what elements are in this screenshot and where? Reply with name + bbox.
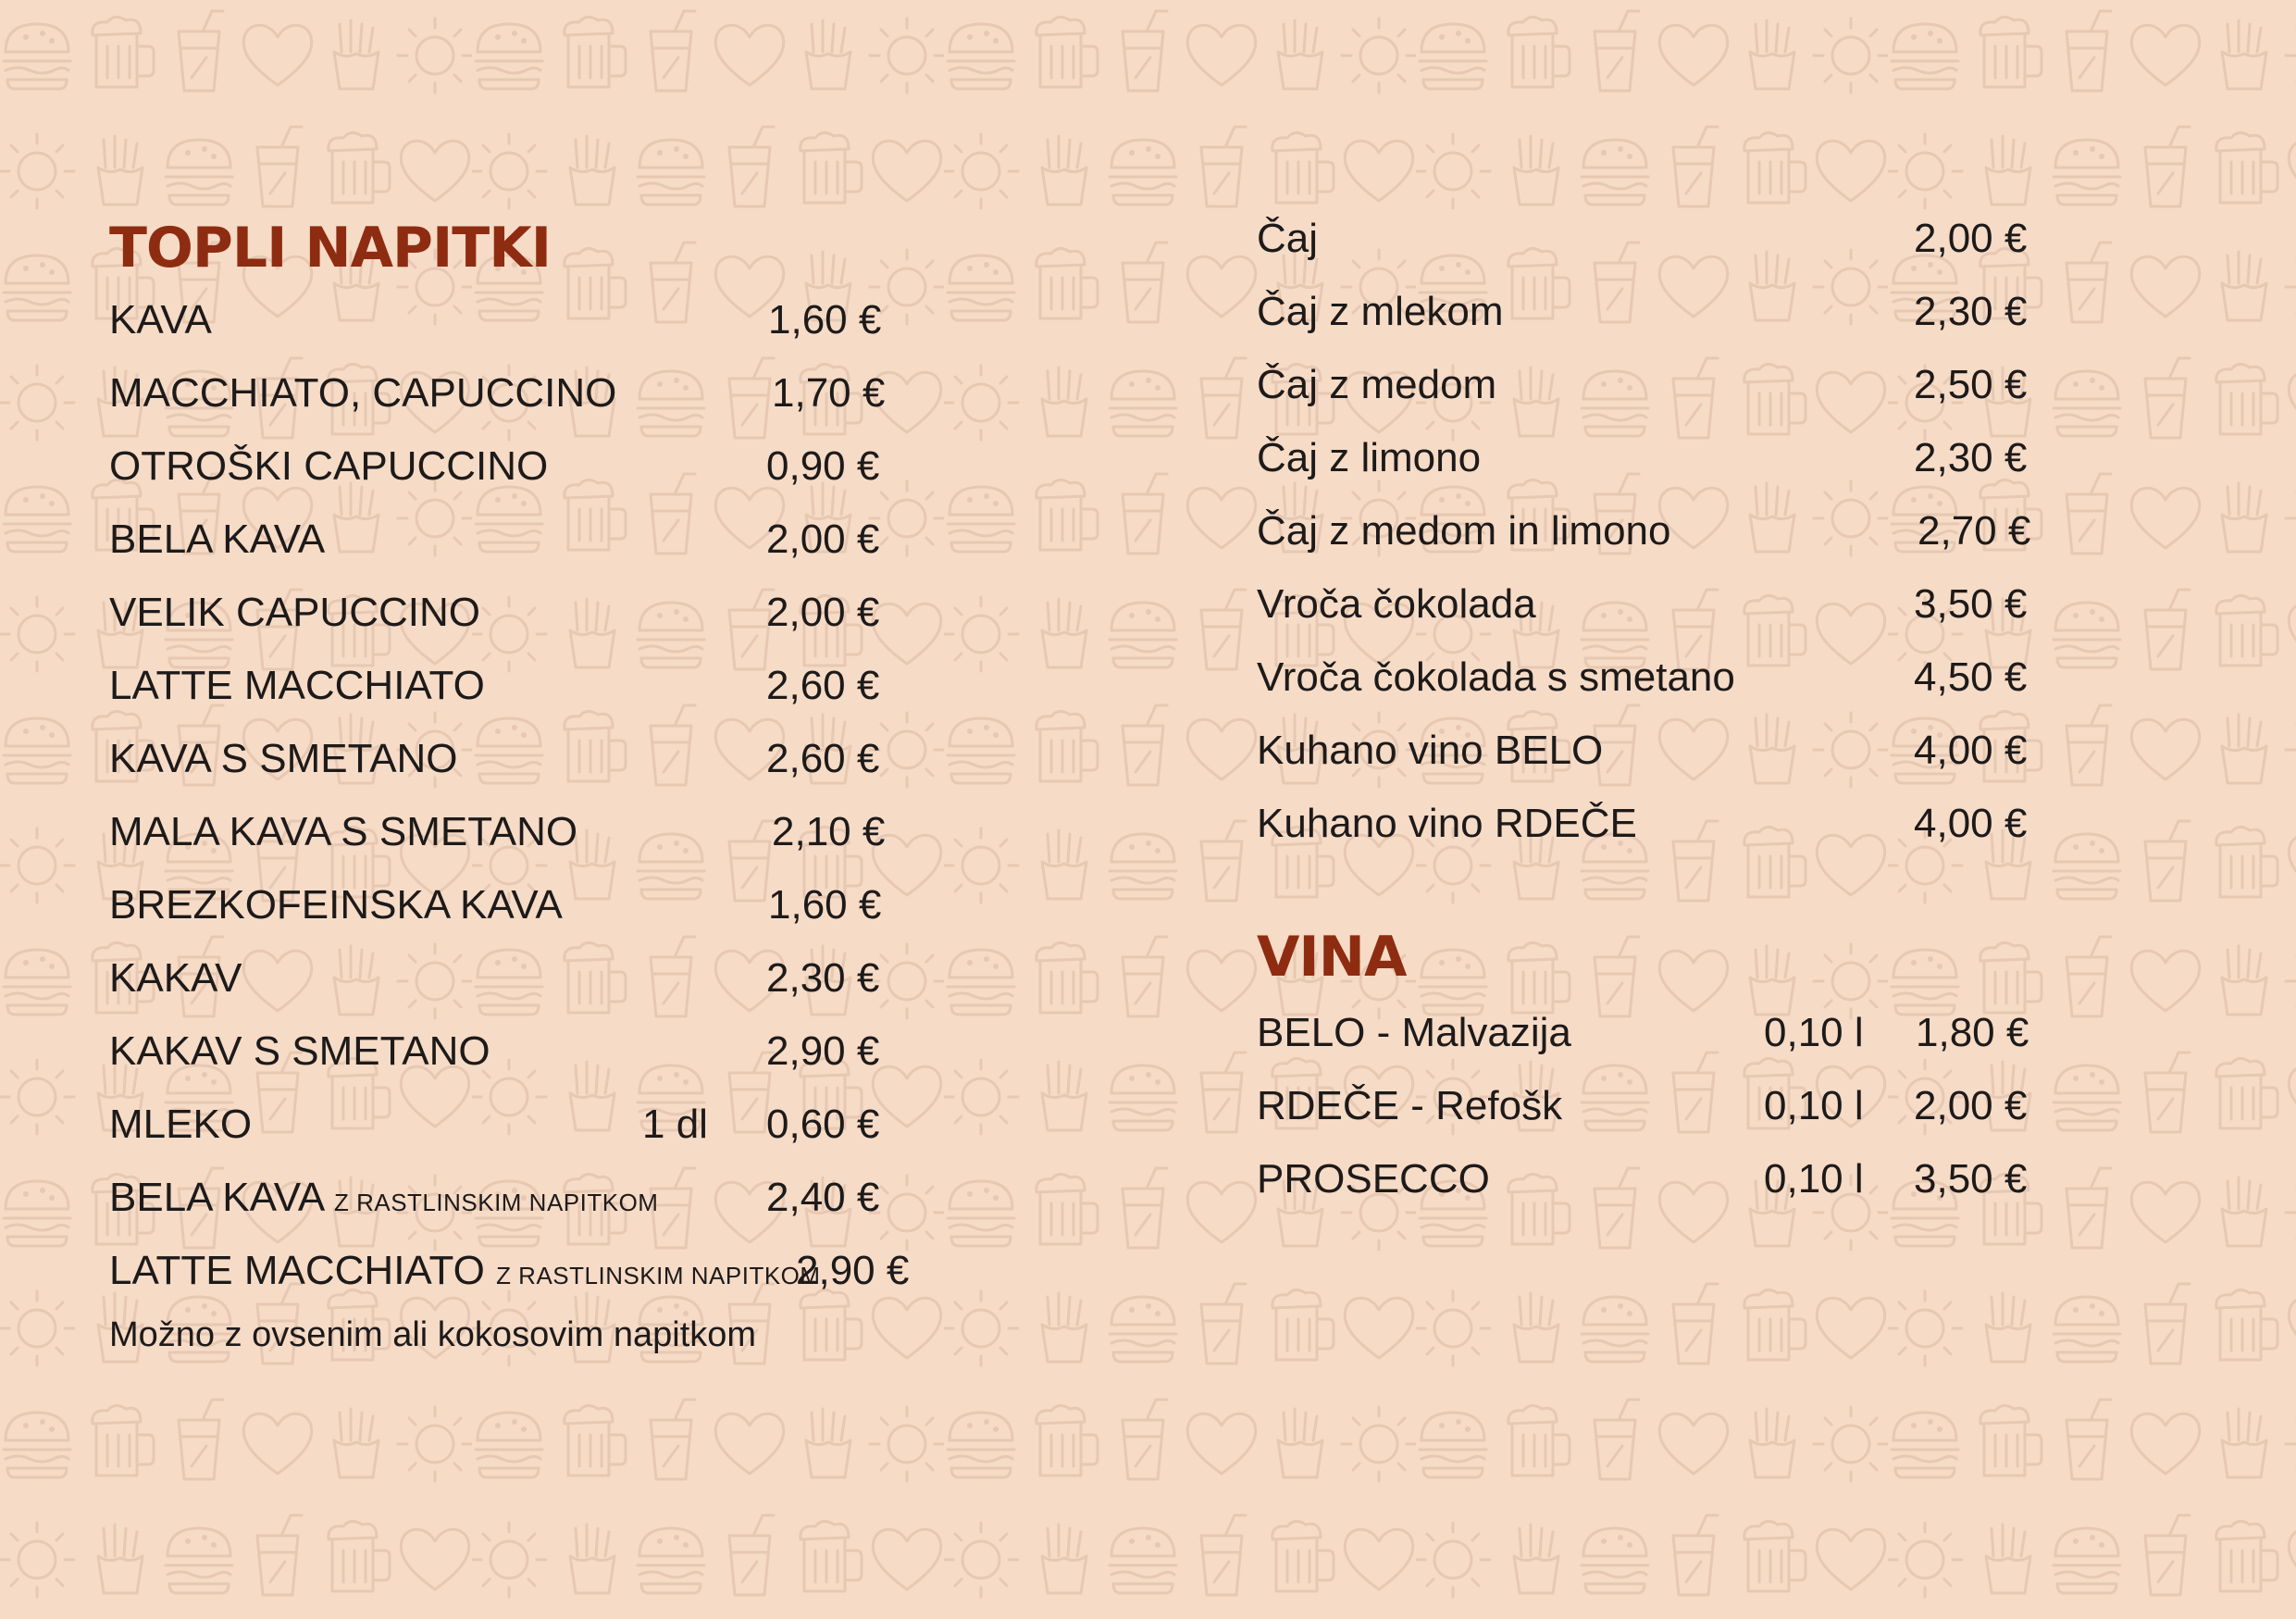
- section-title-hot-drinks: TOPLI NAPITKI: [109, 216, 552, 280]
- menu-item-name: Vroča čokolada s smetano: [1257, 654, 1735, 700]
- menu-item-name-group: [109, 1248, 821, 1293]
- menu-item-price: 2,00 €: [766, 517, 880, 562]
- menu-item-price: 2,40 €: [766, 1175, 880, 1220]
- menu-item-name: MACCHIATO, CAPUCCINO: [109, 370, 617, 416]
- menu-item-price: 2,30 €: [1914, 289, 2028, 334]
- menu-item-price: 2,60 €: [766, 663, 880, 708]
- menu-item-price: 2,70 €: [1917, 508, 2031, 554]
- menu-item-price: 2,90 €: [796, 1248, 910, 1293]
- menu-item-quantity: 0,10 l: [1764, 1083, 1864, 1128]
- menu-item-price: 4,00 €: [1914, 801, 2028, 846]
- menu-item-name: BELO - Malvazija: [1257, 1010, 1571, 1055]
- menu-item-price: 0,90 €: [766, 443, 880, 489]
- menu-item-price: 4,50 €: [1914, 654, 2028, 700]
- menu-item-suffix: Z RASTLINSKIM NAPITKOM: [496, 1262, 821, 1289]
- menu-item-name: LATTE MACCHIATO: [109, 1248, 485, 1293]
- menu-item-price: 3,50 €: [1914, 1156, 2028, 1202]
- menu-item-name: Vroča čokolada: [1257, 581, 1536, 627]
- menu-item-name: Kuhano vino BELO: [1257, 728, 1604, 773]
- menu-item-name: BELA KAVA: [109, 1175, 323, 1220]
- menu-note: Možno z ovsenim ali kokosovim napitkom: [109, 1315, 757, 1354]
- menu-item-price: 2,10 €: [772, 809, 886, 854]
- menu-item-name: LATTE MACCHIATO: [109, 663, 485, 708]
- menu-item-price: 4,00 €: [1914, 728, 2028, 773]
- menu-item-price: 2,50 €: [1914, 362, 2028, 407]
- menu-item-name: RDEČE - Refošk: [1257, 1083, 1563, 1128]
- menu-item-name: KAVA: [109, 297, 212, 342]
- menu-item-price: 2,00 €: [1914, 216, 2028, 261]
- menu-item-name-group: [109, 1177, 658, 1218]
- menu-item-price: 2,00 €: [766, 590, 880, 635]
- menu-item-price: 1,70 €: [772, 370, 886, 416]
- menu-item-name: Čaj z medom: [1257, 362, 1497, 407]
- menu-item-name: VELIK CAPUCCINO: [109, 590, 480, 635]
- section-title-wines: VINA: [1257, 925, 1407, 990]
- menu-item-suffix: Z RASTLINSKIM NAPITKOM: [333, 1189, 659, 1216]
- menu-item-price: 2,00 €: [1914, 1083, 2028, 1128]
- menu-item-price: 2,30 €: [1914, 435, 2028, 480]
- menu-item-quantity: 0,10 l: [1764, 1156, 1864, 1202]
- menu-item-name: BREZKOFEINSKA KAVA: [109, 882, 563, 928]
- menu-item-name: KAVA S SMETANO: [109, 736, 458, 781]
- menu-item-price: 3,50 €: [1914, 581, 2028, 627]
- menu-item-price: 2,60 €: [766, 736, 880, 781]
- menu-item-name: Čaj z mlekom: [1257, 289, 1504, 334]
- menu-item-name: KAKAV: [109, 955, 242, 1001]
- menu-item-price: 2,90 €: [766, 1028, 880, 1074]
- menu-item-price: 2,30 €: [766, 955, 880, 1001]
- menu-item-name: OTROŠKI CAPUCCINO: [109, 443, 549, 489]
- menu-item-name: MLEKO: [109, 1102, 253, 1147]
- menu-item-price: 1,60 €: [768, 882, 882, 928]
- menu-item-name: MALA KAVA S SMETANO: [109, 809, 578, 854]
- menu-item-name: Čaj z medom in limono: [1257, 508, 1671, 554]
- menu-item-name: KAKAV S SMETANO: [109, 1028, 490, 1074]
- menu-item-name: BELA KAVA: [109, 517, 326, 562]
- menu-item-name: Kuhano vino RDEČE: [1257, 801, 1637, 846]
- menu-item-name: Čaj: [1257, 216, 1319, 261]
- menu-item-price: 1,60 €: [768, 297, 882, 342]
- menu-item-name: PROSECCO: [1257, 1156, 1490, 1202]
- menu-item-name: Čaj z limono: [1257, 435, 1482, 480]
- menu-item-quantity: 1 dl: [642, 1102, 708, 1147]
- menu-item-price: 0,60 €: [766, 1102, 880, 1147]
- menu-item-quantity: 0,10 l: [1764, 1010, 1864, 1055]
- menu-item-price: 1,80 €: [1916, 1010, 2029, 1055]
